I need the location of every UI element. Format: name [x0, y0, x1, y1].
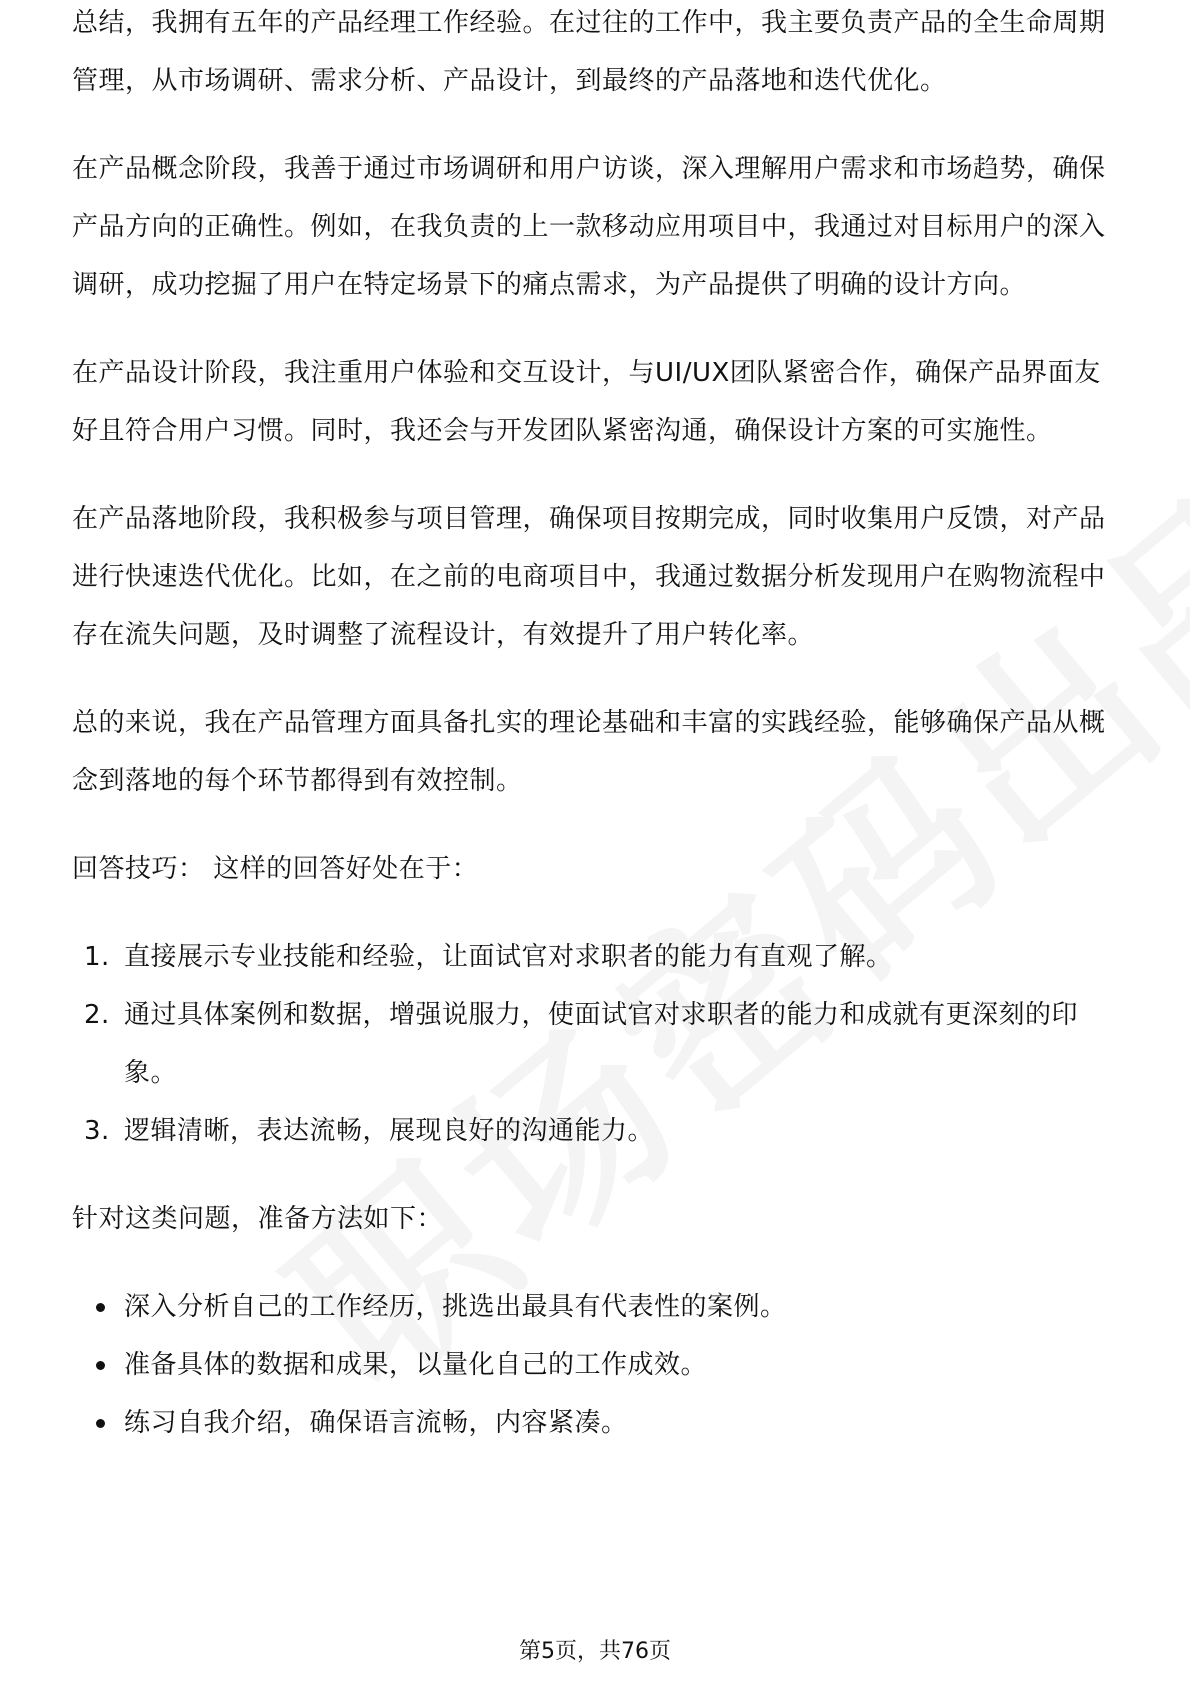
bullet-icon [96, 1419, 105, 1428]
list-item-text: 准备具体的数据和成果，以量化自己的工作成效。 [124, 1350, 708, 1380]
page-footer: 第5页，共76页 [519, 1639, 671, 1664]
list-number: 2. [84, 1000, 110, 1030]
list-item-text: 直接展示专业技能和经验，让面试官对求职者的能力有直观了解。 [124, 942, 893, 972]
list-item-text: 通过具体案例和数据，增强说服力，使面试官对求职者的能力和成就有更深刻的印象。 [124, 1000, 1079, 1088]
numbered-list-item [72, 986, 1122, 1102]
paragraph-answer-tips: 回答技巧： 这样的回答好处在于： [72, 854, 479, 884]
bullet-list-item [72, 1394, 1122, 1452]
paragraph-design-stage: 在产品设计阶段，我注重用户体验和交互设计，与UI/UX团队紧密合作，确保产品界面友好且符合用户习惯。同时，我还会与开发团队紧密沟通，确保设计方案的可实施性。 [72, 358, 1101, 446]
paragraph-launch-stage: 在产品落地阶段，我积极参与项目管理，确保项目按期完成，同时收集用户反馈，对产品进行快速迭代优化。比如，在之前的电商项目中，我通过数据分析发现用户在购物流程中存在流失问题，及时调整了流程设计，有效提升了用户转化率。 [72, 504, 1106, 650]
list-item-text: 练习自我介绍，确保语言流畅，内容紧凑。 [124, 1408, 628, 1438]
paragraph-concept-stage: 在产品概念阶段，我善于通过市场调研和用户访谈，深入理解用户需求和市场趋势，确保产品方向的正确性。例如，在我负责的上一款移动应用项目中，我通过对目标用户的深入调研，成功挖掘了用户在特定场景下的痛点需求，为产品提供了明确的设计方向。 [72, 154, 1106, 300]
bullet-list [72, 1278, 1122, 1452]
bullet-list-item [72, 1278, 1122, 1336]
bullet-list-item [72, 1336, 1122, 1394]
list-item-text: 深入分析自己的工作经历，挑选出最具有代表性的案例。 [124, 1292, 787, 1322]
bullet-icon [96, 1303, 105, 1312]
list-item-text: 逻辑清晰，表达流畅，展现良好的沟通能力。 [124, 1116, 655, 1146]
numbered-list-item [72, 928, 1122, 986]
bullet-icon [96, 1361, 105, 1370]
paragraph-summary: 总的来说，我在产品管理方面具备扎实的理论基础和丰富的实践经验，能够确保产品从概念到落地的每个环节都得到有效控制。 [72, 708, 1106, 796]
numbered-list-item [72, 1102, 1122, 1160]
page-content [72, 8, 1122, 1482]
list-number: 3. [84, 1116, 110, 1146]
paragraph-intro: 总结，我拥有五年的产品经理工作经验。在过往的工作中，我主要负责产品的全生命周期管理，从市场调研、需求分析、产品设计，到最终的产品落地和迭代优化。 [72, 8, 1106, 96]
numbered-list [72, 928, 1122, 1160]
list-number: 1. [84, 942, 110, 972]
paragraph-prep-intro: 针对这类问题，准备方法如下： [72, 1204, 444, 1234]
